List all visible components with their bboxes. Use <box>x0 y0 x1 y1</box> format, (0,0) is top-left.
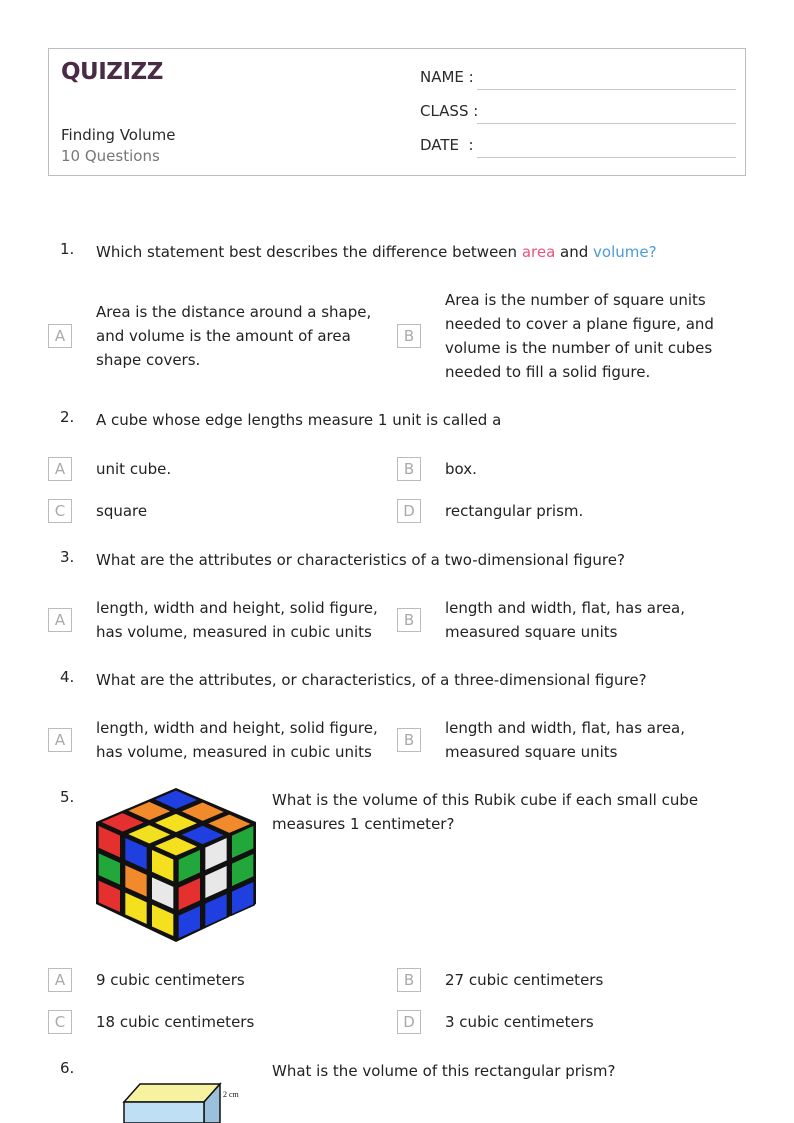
worksheet-header <box>48 48 746 176</box>
name-field[interactable] <box>420 68 735 92</box>
name-label: NAME : <box>420 68 474 86</box>
question-3-text: What are the attributes or characteristics of a two-dimensional figure? <box>96 551 625 569</box>
question-4-number: 4. <box>60 668 75 686</box>
question-count: 10 Questions <box>61 147 160 165</box>
question-1-option-a-box[interactable]: A <box>48 324 72 348</box>
class-label: CLASS : <box>420 102 479 120</box>
question-2-option-d-box[interactable]: D <box>397 499 421 523</box>
class-line <box>477 123 736 124</box>
question-2-option-c-text: square <box>96 502 148 520</box>
question-6-text: What is the volume of this rectangular prism? <box>272 1062 616 1080</box>
question-4-text: What are the attributes, or characteristics, of a three-dimensional figure? <box>96 671 647 689</box>
question-1-highlight-area: area <box>521 243 556 261</box>
question-1-option-b-box[interactable]: B <box>397 324 421 348</box>
question-5-option-c-text: 18 cubic centimeters <box>96 1013 255 1031</box>
rectangular-prism-image <box>96 1060 256 1123</box>
rubik-cube-image <box>94 786 258 944</box>
question-2-option-a-text: unit cube. <box>96 460 172 478</box>
prism-front-face <box>124 1102 204 1123</box>
question-1-text <box>96 240 736 264</box>
question-6-number: 6. <box>60 1059 75 1077</box>
question-3-number: 3. <box>60 548 75 566</box>
question-3-option-b-text: length and width, flat, has area, measured square units <box>445 599 686 641</box>
prism-height-label: 2 cm <box>223 1090 239 1099</box>
question-5-option-d-box[interactable]: D <box>397 1010 421 1034</box>
question-5-option-a-box[interactable]: A <box>48 968 72 992</box>
question-2-option-b-text: box. <box>445 460 477 478</box>
question-5-option-d-text: 3 cubic centimeters <box>445 1013 594 1031</box>
question-1-option-a-text: Area is the distance around a shape, and volume is the amount of area shape covers. <box>96 303 372 369</box>
question-5-text: What is the volume of this Rubik cube if each small cube measures 1 centimeter? <box>272 791 699 833</box>
date-line <box>477 157 736 158</box>
question-1-text-mid: and <box>555 243 594 261</box>
date-field[interactable] <box>420 136 735 160</box>
question-5-option-a-text: 9 cubic centimeters <box>96 971 245 989</box>
question-3-option-a-text: length, width and height, solid figure, has volume, measured in cubic units <box>96 599 378 641</box>
question-2-option-a-box[interactable]: A <box>48 457 72 481</box>
question-4-option-b-box[interactable]: B <box>397 728 421 752</box>
question-2-option-b-box[interactable]: B <box>397 457 421 481</box>
question-3-option-a-box[interactable]: A <box>48 608 72 632</box>
question-2-option-c-box[interactable]: C <box>48 499 72 523</box>
name-line <box>477 89 736 90</box>
question-4-option-b-text: length and width, flat, has area, measured square units <box>445 719 686 761</box>
question-1-number: 1. <box>60 240 75 258</box>
question-5-number: 5. <box>60 788 75 806</box>
date-label: DATE : <box>420 136 474 154</box>
question-2-text: A cube whose edge lengths measure 1 unit is called a <box>96 411 502 429</box>
question-5-option-c-box[interactable]: C <box>48 1010 72 1034</box>
question-4-option-a-box[interactable]: A <box>48 728 72 752</box>
quizizz-logo: QUIZIZZ <box>61 59 163 85</box>
question-1-highlight-volume: volume? <box>593 243 657 261</box>
question-2-number: 2. <box>60 408 75 426</box>
question-5-option-b-text: 27 cubic centimeters <box>445 971 604 989</box>
class-field[interactable] <box>420 102 735 126</box>
question-3-option-b-box[interactable]: B <box>397 608 421 632</box>
question-5-option-b-box[interactable]: B <box>397 968 421 992</box>
worksheet-title: Finding Volume <box>61 126 176 144</box>
question-2-option-d-text: rectangular prism. <box>445 502 584 520</box>
question-1-text-start: Which statement best describes the difference between <box>96 243 522 261</box>
question-4-option-a-text: length, width and height, solid figure, has volume, measured in cubic units <box>96 719 378 761</box>
question-1-option-b-text: Area is the number of square units needed to cover a plane figure, and volume is the number of unit cubes needed to fill a solid figure. <box>445 291 714 381</box>
